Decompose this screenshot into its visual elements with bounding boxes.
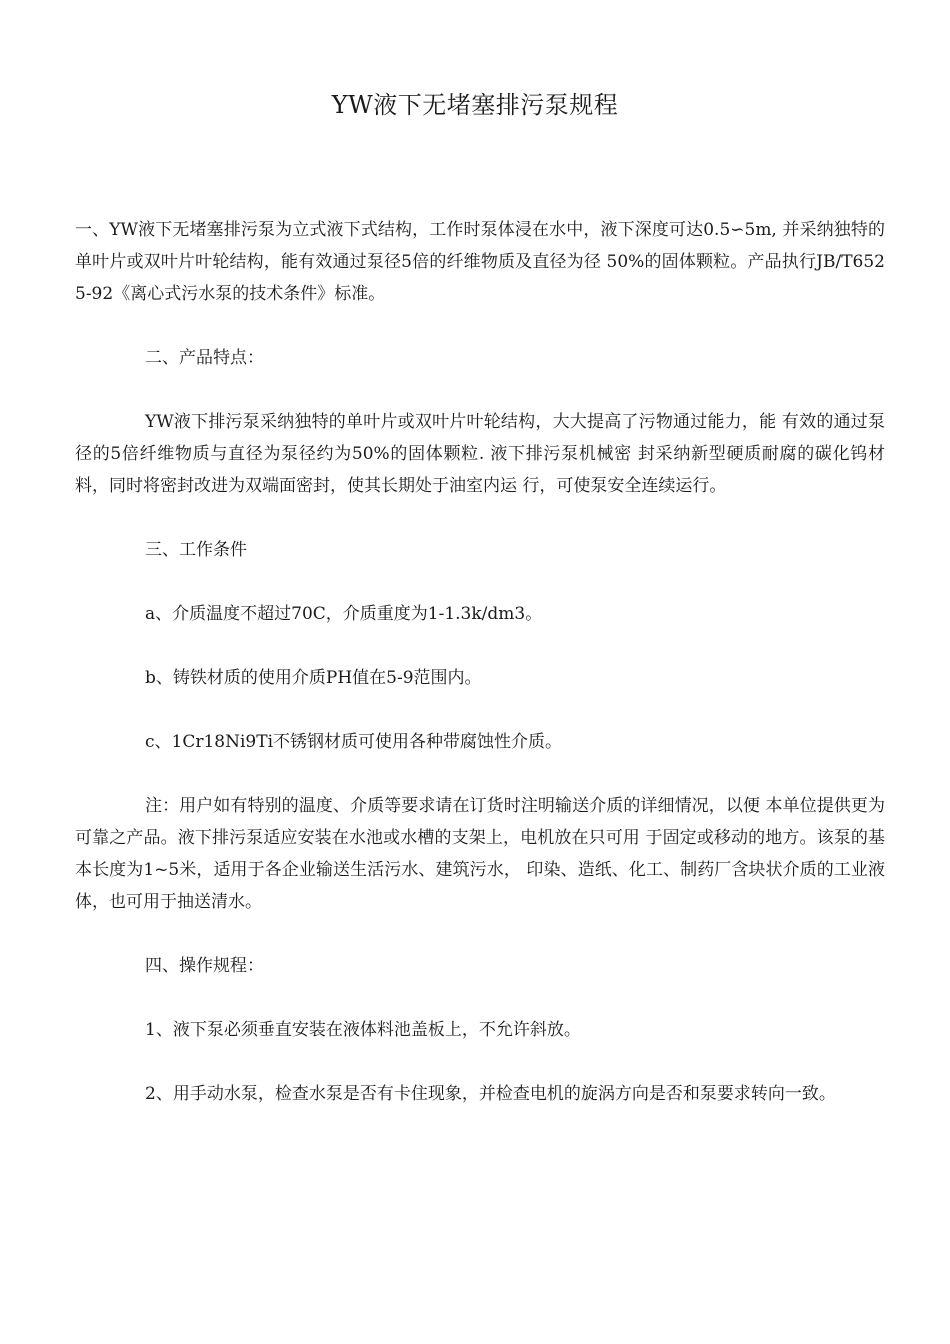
condition-item-c: c、1Cr18Ni9Ti不锈钢材质可使用各种带腐蚀性介质。	[145, 732, 563, 752]
condition-item-a: a、介质温度不超过70C，介质重度为1-1.3k/dm3。	[145, 604, 543, 624]
heading-operating-procedures: 四、操作规程：	[145, 956, 264, 976]
heading-working-conditions: 三、工作条件	[145, 540, 247, 560]
condition-item-b: b、铸铁材质的使用介质PH值在5-9范围内。	[145, 668, 482, 688]
document-title: YW液下无堵塞排污泵规程	[331, 91, 619, 119]
paragraph-product-features: YW液下排污泵采纳独特的单叶片或双叶片叶轮结构，大大提高了污物通过能力，能 有效的通过泵径的5倍纤维物质与直径为泵径约为50%的固体颗粒. 液下排污泵机械密 封采纳新型硬质耐腐的碳化钨材料，同时将密封改进为双端面密封，使其长期处于油室内运 行，可使泵安全连续运行。	[75, 412, 885, 496]
procedure-item-1: 1、液下泵必须垂直安装在液体料池盖板上，不允许斜放。	[145, 1020, 581, 1040]
paragraph-overview: 一、YW液下无堵塞排污泵为立式液下式结构，工作时泵体浸在水中，液下深度可达0.5∽5m, 并采纳独特的单叶片或双叶片叶轮结构，能有效通过泵径5倍的纤维物质及直径为径 50%的固体颗粒。产品执行JB/T6525-92《离心式污水泵的技术条件》标准。	[75, 220, 885, 304]
document-body	[75, 214, 885, 1110]
heading-product-features: 二、产品特点：	[145, 348, 264, 368]
paragraph-note: 注：用户如有特别的温度、介质等要求请在订货时注明输送介质的详细情况，以便 本单位提供更为可靠之产品。液下排污泵适应安装在水池或水槽的支架上，电机放在只可用 于固定或移动的地方。该泵的基本长度为1~5米，适用于各企业输送生活污水、建筑污水， 印染、造纸、化工、制药厂含块状介质的工业液体，也可用于抽送清水。	[75, 796, 885, 912]
procedure-item-2: 2、用手动水泵，检查水泵是否有卡住现象，并检查电机的旋涡方向是否和泵要求转向一致。	[145, 1084, 836, 1104]
